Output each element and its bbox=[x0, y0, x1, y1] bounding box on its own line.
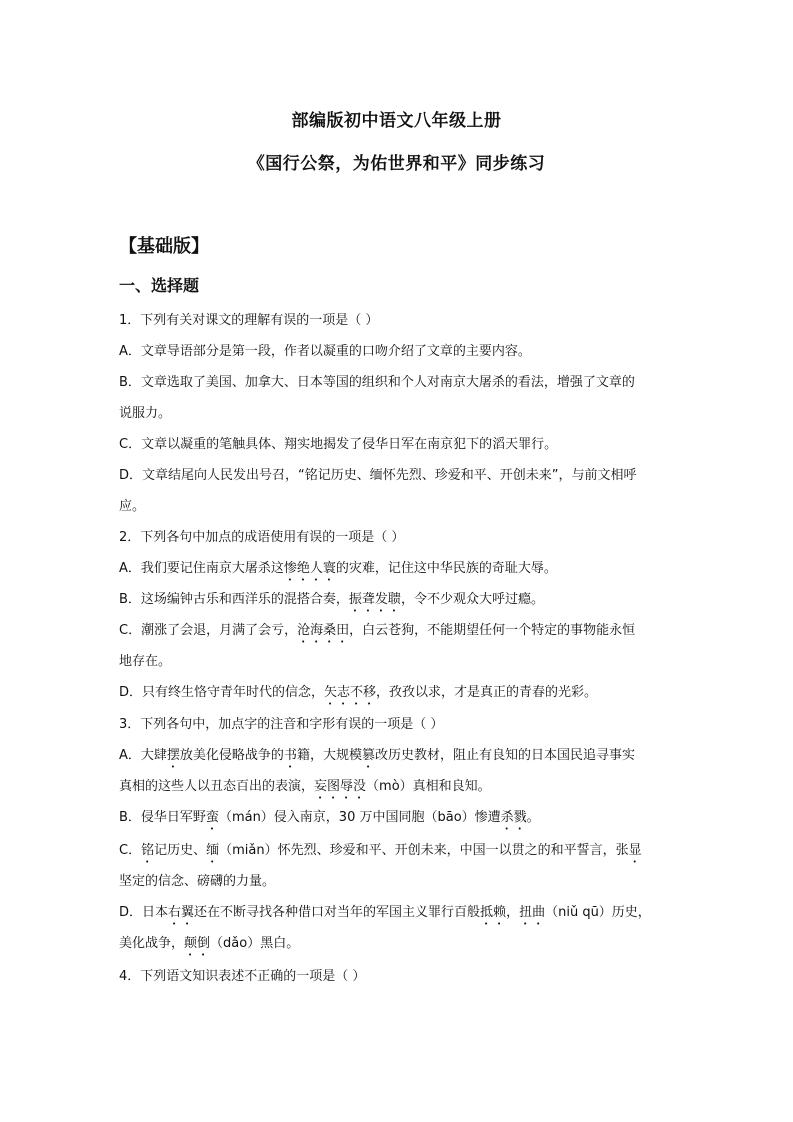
option-text: （dǎo）黑白。 bbox=[210, 936, 300, 951]
dotted-char: 抵赖 bbox=[480, 905, 507, 920]
dotted-char: 妄图辱没 bbox=[314, 779, 367, 794]
option-text: （niǔ qū）历史， bbox=[545, 905, 651, 920]
option-text: ，令不少观众大呼过瘾。 bbox=[400, 592, 544, 607]
dotted-idiom: 振聋发聩 bbox=[348, 592, 401, 607]
question-4-stem: 4．下列语文知识表述不正确的一项是（ ） bbox=[119, 969, 366, 984]
document-subtitle: 《国行公祭，为佑世界和平》同步练习 bbox=[247, 154, 546, 174]
section-choice-heading: 一、选择题 bbox=[119, 276, 200, 295]
question-1-option-b: B．文章选取了美国、加拿大、日本等国的组织和个人对南京大屠杀的看法，增强了文章的 bbox=[119, 375, 635, 390]
dotted-idiom: 沧海桑田 bbox=[297, 623, 350, 638]
option-text: 改历史教材，阻止有良知的日本国民追寻事实 bbox=[374, 748, 635, 763]
document-title: 部编版初中语文八年级上册 bbox=[291, 111, 502, 131]
question-3-option-d-cont bbox=[119, 928, 679, 959]
dotted-char: 扭曲 bbox=[519, 905, 546, 920]
question-1-option-b-cont: 说服力。 bbox=[119, 406, 172, 421]
option-text: D．只有终生恪守青年时代的信念， bbox=[119, 685, 325, 700]
question-2-option-c bbox=[119, 615, 679, 646]
option-text: （miǎn）怀先烈、珍爱和平、开创未来，中国一以贯之的和平誓言，张 bbox=[219, 843, 629, 858]
section-basic-heading: 【基础版】 bbox=[119, 236, 209, 257]
option-text: 真相的这些人以丑态百出的表演， bbox=[119, 779, 315, 794]
dotted-char: 书 bbox=[283, 748, 297, 763]
dotted-char: 摆 bbox=[166, 748, 180, 763]
option-text: A．我们要记住南京大屠杀这 bbox=[119, 561, 284, 576]
dotted-char: 颠倒 bbox=[184, 936, 211, 951]
dotted-char: 右翼 bbox=[168, 905, 195, 920]
question-2-stem: 2．下列各句中加点的成语使用有误的一项是（ ） bbox=[119, 530, 405, 545]
option-text: （mán）侵入南京，30 万中国同胞（bāo）惨遭 bbox=[218, 810, 501, 825]
option-text: 的灾难，记住这中华民族的奇耻大辱。 bbox=[335, 561, 557, 576]
option-text: ，白云苍狗，不能期望任何一个特定的事物能永恒 bbox=[349, 623, 636, 638]
question-2-option-d bbox=[119, 677, 679, 708]
question-3-stem: 3．下列各句中，加点字的注音和字形有误的一项是（ ） bbox=[119, 717, 444, 732]
question-1-option-d-cont: 应。 bbox=[119, 499, 146, 514]
question-1-option-d: D．文章结尾向人民发出号召，“铭记历史、缅怀先烈、珍爱和平、开创未来”，与前文相呼 bbox=[119, 468, 637, 483]
question-3-option-c bbox=[119, 835, 679, 866]
option-text: D．日本 bbox=[119, 905, 169, 920]
question-3-option-d bbox=[119, 897, 679, 928]
question-1-option-c: C．文章以凝重的笔触具体、翔实地揭发了侵华日军在南京犯下的滔天罪行。 bbox=[119, 437, 558, 452]
option-text: 美化战争， bbox=[119, 936, 185, 951]
dotted-char: 篡 bbox=[361, 748, 375, 763]
question-2-option-b bbox=[119, 584, 679, 615]
dotted-idiom: 矢志不移 bbox=[324, 685, 377, 700]
dotted-char: 铭 bbox=[141, 843, 155, 858]
option-text: 。 bbox=[526, 810, 540, 825]
option-text: ，孜孜以求，才是真正的青春的光彩。 bbox=[376, 685, 598, 700]
option-text: B．侵华日军野 bbox=[119, 810, 206, 825]
question-1-stem: 1．下列有关对课文的理解有误的一项是（ ） bbox=[119, 313, 379, 328]
dotted-char: 缅 bbox=[206, 843, 220, 858]
option-text: 记历史、 bbox=[154, 843, 207, 858]
dotted-char: 显 bbox=[628, 843, 642, 858]
option-text: 还在不断寻找各种借口对当年的军国主义罪行百般 bbox=[194, 905, 481, 920]
option-text: ， bbox=[506, 905, 520, 920]
question-3-option-b bbox=[119, 802, 679, 833]
question-2-option-c-cont: 地存在。 bbox=[119, 654, 172, 669]
dotted-idiom: 惨绝人寰 bbox=[283, 561, 336, 576]
option-text: （mò）真相和良知。 bbox=[366, 779, 491, 794]
dotted-char: 杀戮 bbox=[500, 810, 527, 825]
option-text: 籍，大规模 bbox=[296, 748, 362, 763]
option-text: A．大肆 bbox=[119, 748, 167, 763]
option-text: B．这场编钟古乐和西洋乐的混搭合奏， bbox=[119, 592, 349, 607]
dotted-char: 蛮 bbox=[205, 810, 219, 825]
question-3-option-a bbox=[119, 740, 679, 771]
question-3-option-c-cont: 坚定的信念、磅礴的力量。 bbox=[119, 874, 276, 889]
option-text: 放美化侵略战争的 bbox=[179, 748, 284, 763]
option-text: C． bbox=[119, 843, 142, 858]
question-3-option-a-cont bbox=[119, 771, 679, 802]
question-2-option-a bbox=[119, 553, 679, 584]
option-text: C．潮涨了会退，月满了会亏， bbox=[119, 623, 298, 638]
question-1-option-a: A．文章导语部分是第一段，作者以凝重的口吻介绍了文章的主要内容。 bbox=[119, 344, 531, 359]
